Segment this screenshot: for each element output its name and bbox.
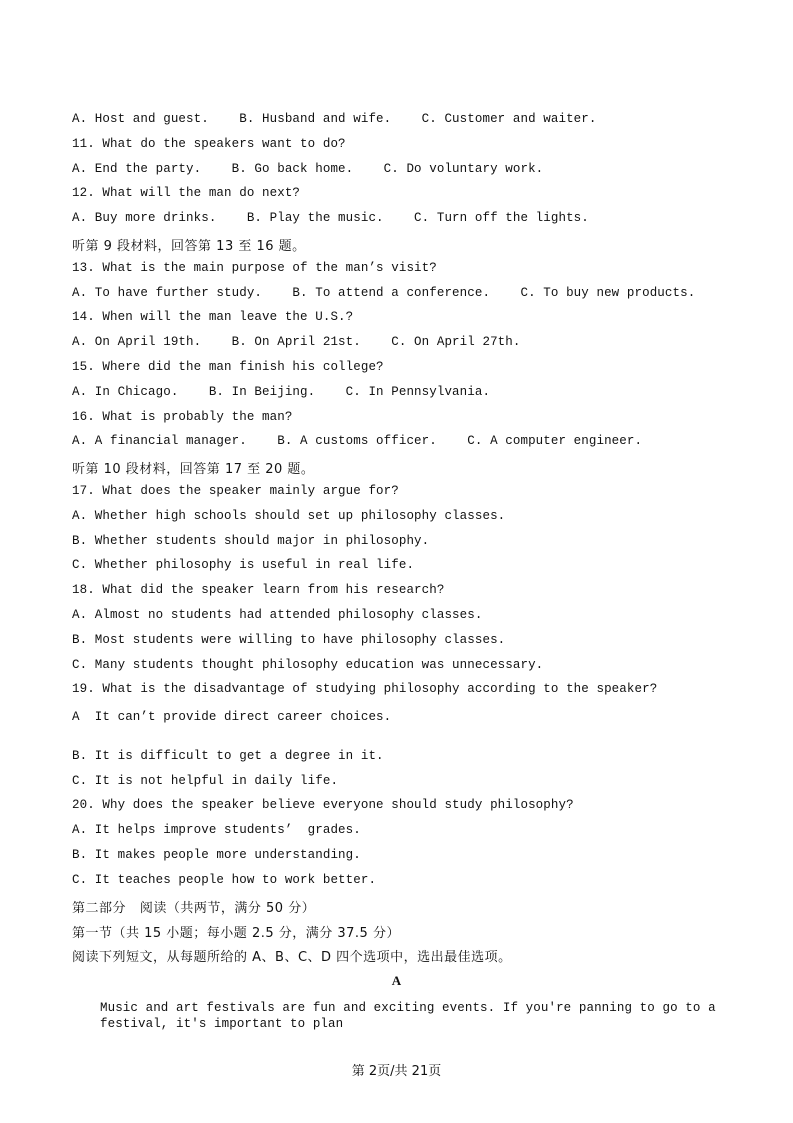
question-16: 16. What is probably the man? <box>72 410 293 424</box>
question-19-option-a: A It can’t provide direct career choices. <box>72 710 392 724</box>
question-19: 19. What is the disadvantage of studying philosophy according to the speaker? <box>72 682 658 696</box>
question-13: 13. What is the main purpose of the man’s visit? <box>72 261 437 275</box>
page-footer: 第 2页/共 21页 <box>351 1064 442 1079</box>
section-one-heading: 第一节（共 15 小题；每小题 2.5 分，满分 37.5 分） <box>72 926 400 941</box>
question-18: 18. What did the speaker learn from his research? <box>72 583 445 597</box>
question-11-options: A. End the party. B. Go back home. C. Do voluntary work. <box>72 162 544 176</box>
question-14: 14. When will the man leave the U.S.? <box>72 310 354 324</box>
question-20-option-a: A. It helps improve students’ grades. <box>72 823 361 837</box>
question-11: 11. What do the speakers want to do? <box>72 137 346 151</box>
question-18-option-c: C. Many students thought philosophy education was unnecessary. <box>72 658 544 672</box>
section-instruction-9: 听第 9 段材料，回答第 13 至 16 题。 <box>72 239 306 254</box>
passage-title: A <box>391 973 402 988</box>
question-19-option-c: C. It is not helpful in daily life. <box>72 774 339 788</box>
question-20-option-c: C. It teaches people how to work better. <box>72 873 377 887</box>
question-17: 17. What does the speaker mainly argue for? <box>72 484 399 498</box>
question-17-option-b: B. Whether students should major in philosophy. <box>72 534 430 548</box>
section-instruction-10: 听第 10 段材料，回答第 17 至 20 题。 <box>72 462 315 477</box>
question-15: 15. Where did the man finish his college? <box>72 360 384 374</box>
question-18-option-b: B. Most students were willing to have philosophy classes. <box>72 633 506 647</box>
question-18-option-a: A. Almost no students had attended philosophy classes. <box>72 608 483 622</box>
question-16-options: A. A financial manager. B. A customs officer. C. A computer engineer. <box>72 434 643 448</box>
question-14-options: A. On April 19th. B. On April 21st. C. On April 27th. <box>72 335 521 349</box>
passage-paragraph: Music and art festivals are fun and exciting events. If you're panning to go to a festival, it's important to plan <box>100 1001 716 1031</box>
question-10-options: A. Host and guest. B. Husband and wife. C. Customer and waiter. <box>72 112 597 126</box>
question-20-option-b: B. It makes people more understanding. <box>72 848 361 862</box>
question-13-options: A. To have further study. B. To attend a conference. C. To buy new products. <box>72 286 696 300</box>
question-17-option-c: C. Whether philosophy is useful in real life. <box>72 558 415 572</box>
question-19-option-b: B. It is difficult to get a degree in it. <box>72 749 384 763</box>
question-15-options: A. In Chicago. B. In Beijing. C. In Pennsylvania. <box>72 385 491 399</box>
question-12: 12. What will the man do next? <box>72 186 301 200</box>
question-20: 20. Why does the speaker believe everyone should study philosophy? <box>72 798 574 812</box>
question-17-option-a: A. Whether high schools should set up philosophy classes. <box>72 509 506 523</box>
part-two-heading: 第二部分 阅读（共两节，满分 50 分） <box>72 901 316 916</box>
question-12-options: A. Buy more drinks. B. Play the music. C. Turn off the lights. <box>72 211 589 225</box>
reading-instruction: 阅读下列短文，从每题所给的 A、B、C、D 四个选项中，选出最佳选项。 <box>72 950 512 965</box>
